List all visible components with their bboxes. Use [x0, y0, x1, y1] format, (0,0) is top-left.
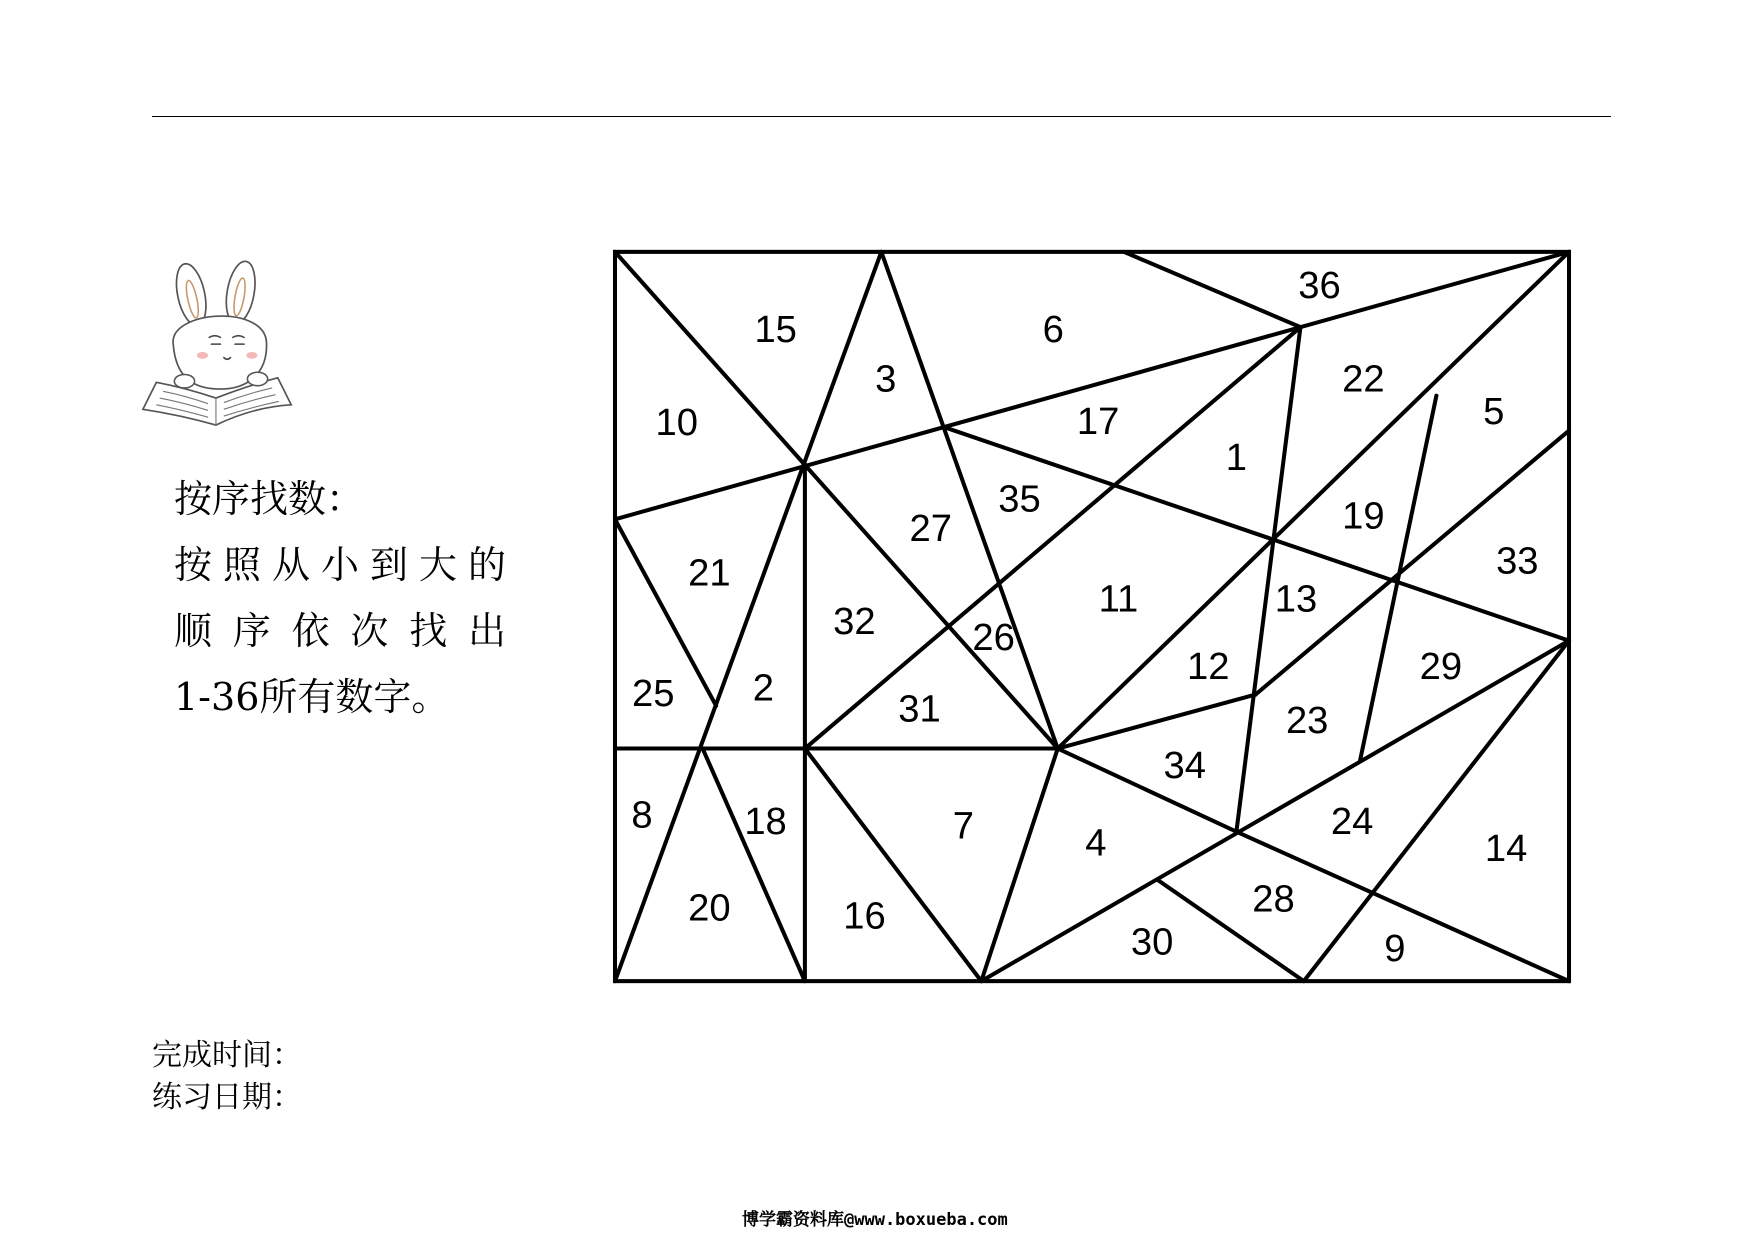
puzzle-number: 32: [833, 600, 876, 644]
puzzle-numbers: [631, 264, 1538, 970]
completion-time-label: 完成时间：: [152, 1038, 302, 1073]
puzzle-number: 29: [1419, 645, 1463, 689]
puzzle-number: 25: [631, 671, 675, 715]
puzzle-number: 18: [744, 800, 787, 844]
header-rule: [152, 116, 1611, 117]
puzzle-number: 26: [972, 615, 1015, 659]
puzzle-number: 11: [1098, 577, 1139, 621]
puzzle-number: 23: [1285, 698, 1329, 742]
puzzle-number: 2: [752, 666, 774, 710]
puzzle-number: 35: [998, 477, 1041, 521]
puzzle-number: 8: [631, 793, 653, 837]
puzzle-number: 30: [1130, 920, 1174, 964]
puzzle-number: 15: [754, 307, 797, 351]
puzzle-number: 17: [1076, 400, 1120, 444]
puzzle-line: [981, 641, 1569, 981]
puzzle-number: 24: [1330, 800, 1374, 844]
puzzle-number: 6: [1042, 307, 1064, 351]
puzzle-number: 3: [875, 357, 897, 401]
puzzle-number: 5: [1483, 389, 1505, 433]
puzzle-number: 22: [1342, 357, 1385, 401]
puzzle-number: 1: [1225, 435, 1248, 479]
puzzle-number: 10: [655, 401, 699, 445]
puzzle-line: [805, 749, 981, 982]
puzzle-number: 21: [688, 551, 731, 595]
rabbit-right-paw: [247, 372, 267, 385]
puzzle-number: 20: [688, 886, 731, 930]
puzzle-line: [1058, 252, 1569, 749]
instructions-line: 按照从小到大的: [174, 543, 506, 587]
instructions-line: 1-36所有数字。: [174, 675, 450, 719]
puzzle-number: 33: [1496, 539, 1539, 583]
puzzle-number: 9: [1384, 927, 1406, 971]
puzzle-line: [981, 749, 1057, 982]
puzzle-line: [1360, 396, 1436, 761]
puzzle-number: 13: [1274, 577, 1318, 621]
rabbit-left-paw: [174, 374, 194, 387]
puzzle-line: [1124, 252, 1300, 327]
puzzle-number: 34: [1163, 743, 1206, 787]
puzzle-number: 16: [843, 894, 886, 938]
instructions-title: 按序找数：: [174, 477, 365, 521]
puzzle-number: 36: [1298, 264, 1341, 308]
puzzle-lines: [615, 252, 1569, 981]
instructions-line: 顺序依次找出: [174, 609, 506, 653]
practice-date-label: 练习日期：: [152, 1080, 302, 1115]
puzzle-line: [944, 427, 1569, 640]
puzzle-line: [1058, 749, 1237, 832]
puzzle-number: 19: [1342, 494, 1385, 538]
puzzle-number: 31: [898, 687, 941, 731]
puzzle-line: [703, 749, 805, 982]
puzzle-number: 7: [952, 804, 974, 848]
puzzle-number: 14: [1484, 827, 1528, 871]
rabbit-reading-icon: [135, 253, 298, 433]
footer-watermark: 博学霸资料库@www.boxueba.com: [742, 1210, 1008, 1230]
number-puzzle-grid: [607, 244, 1577, 989]
puzzle-number: 28: [1252, 877, 1295, 921]
puzzle-number: 4: [1085, 821, 1107, 865]
puzzle-number: 12: [1187, 645, 1230, 689]
puzzle-number: 27: [909, 506, 952, 550]
